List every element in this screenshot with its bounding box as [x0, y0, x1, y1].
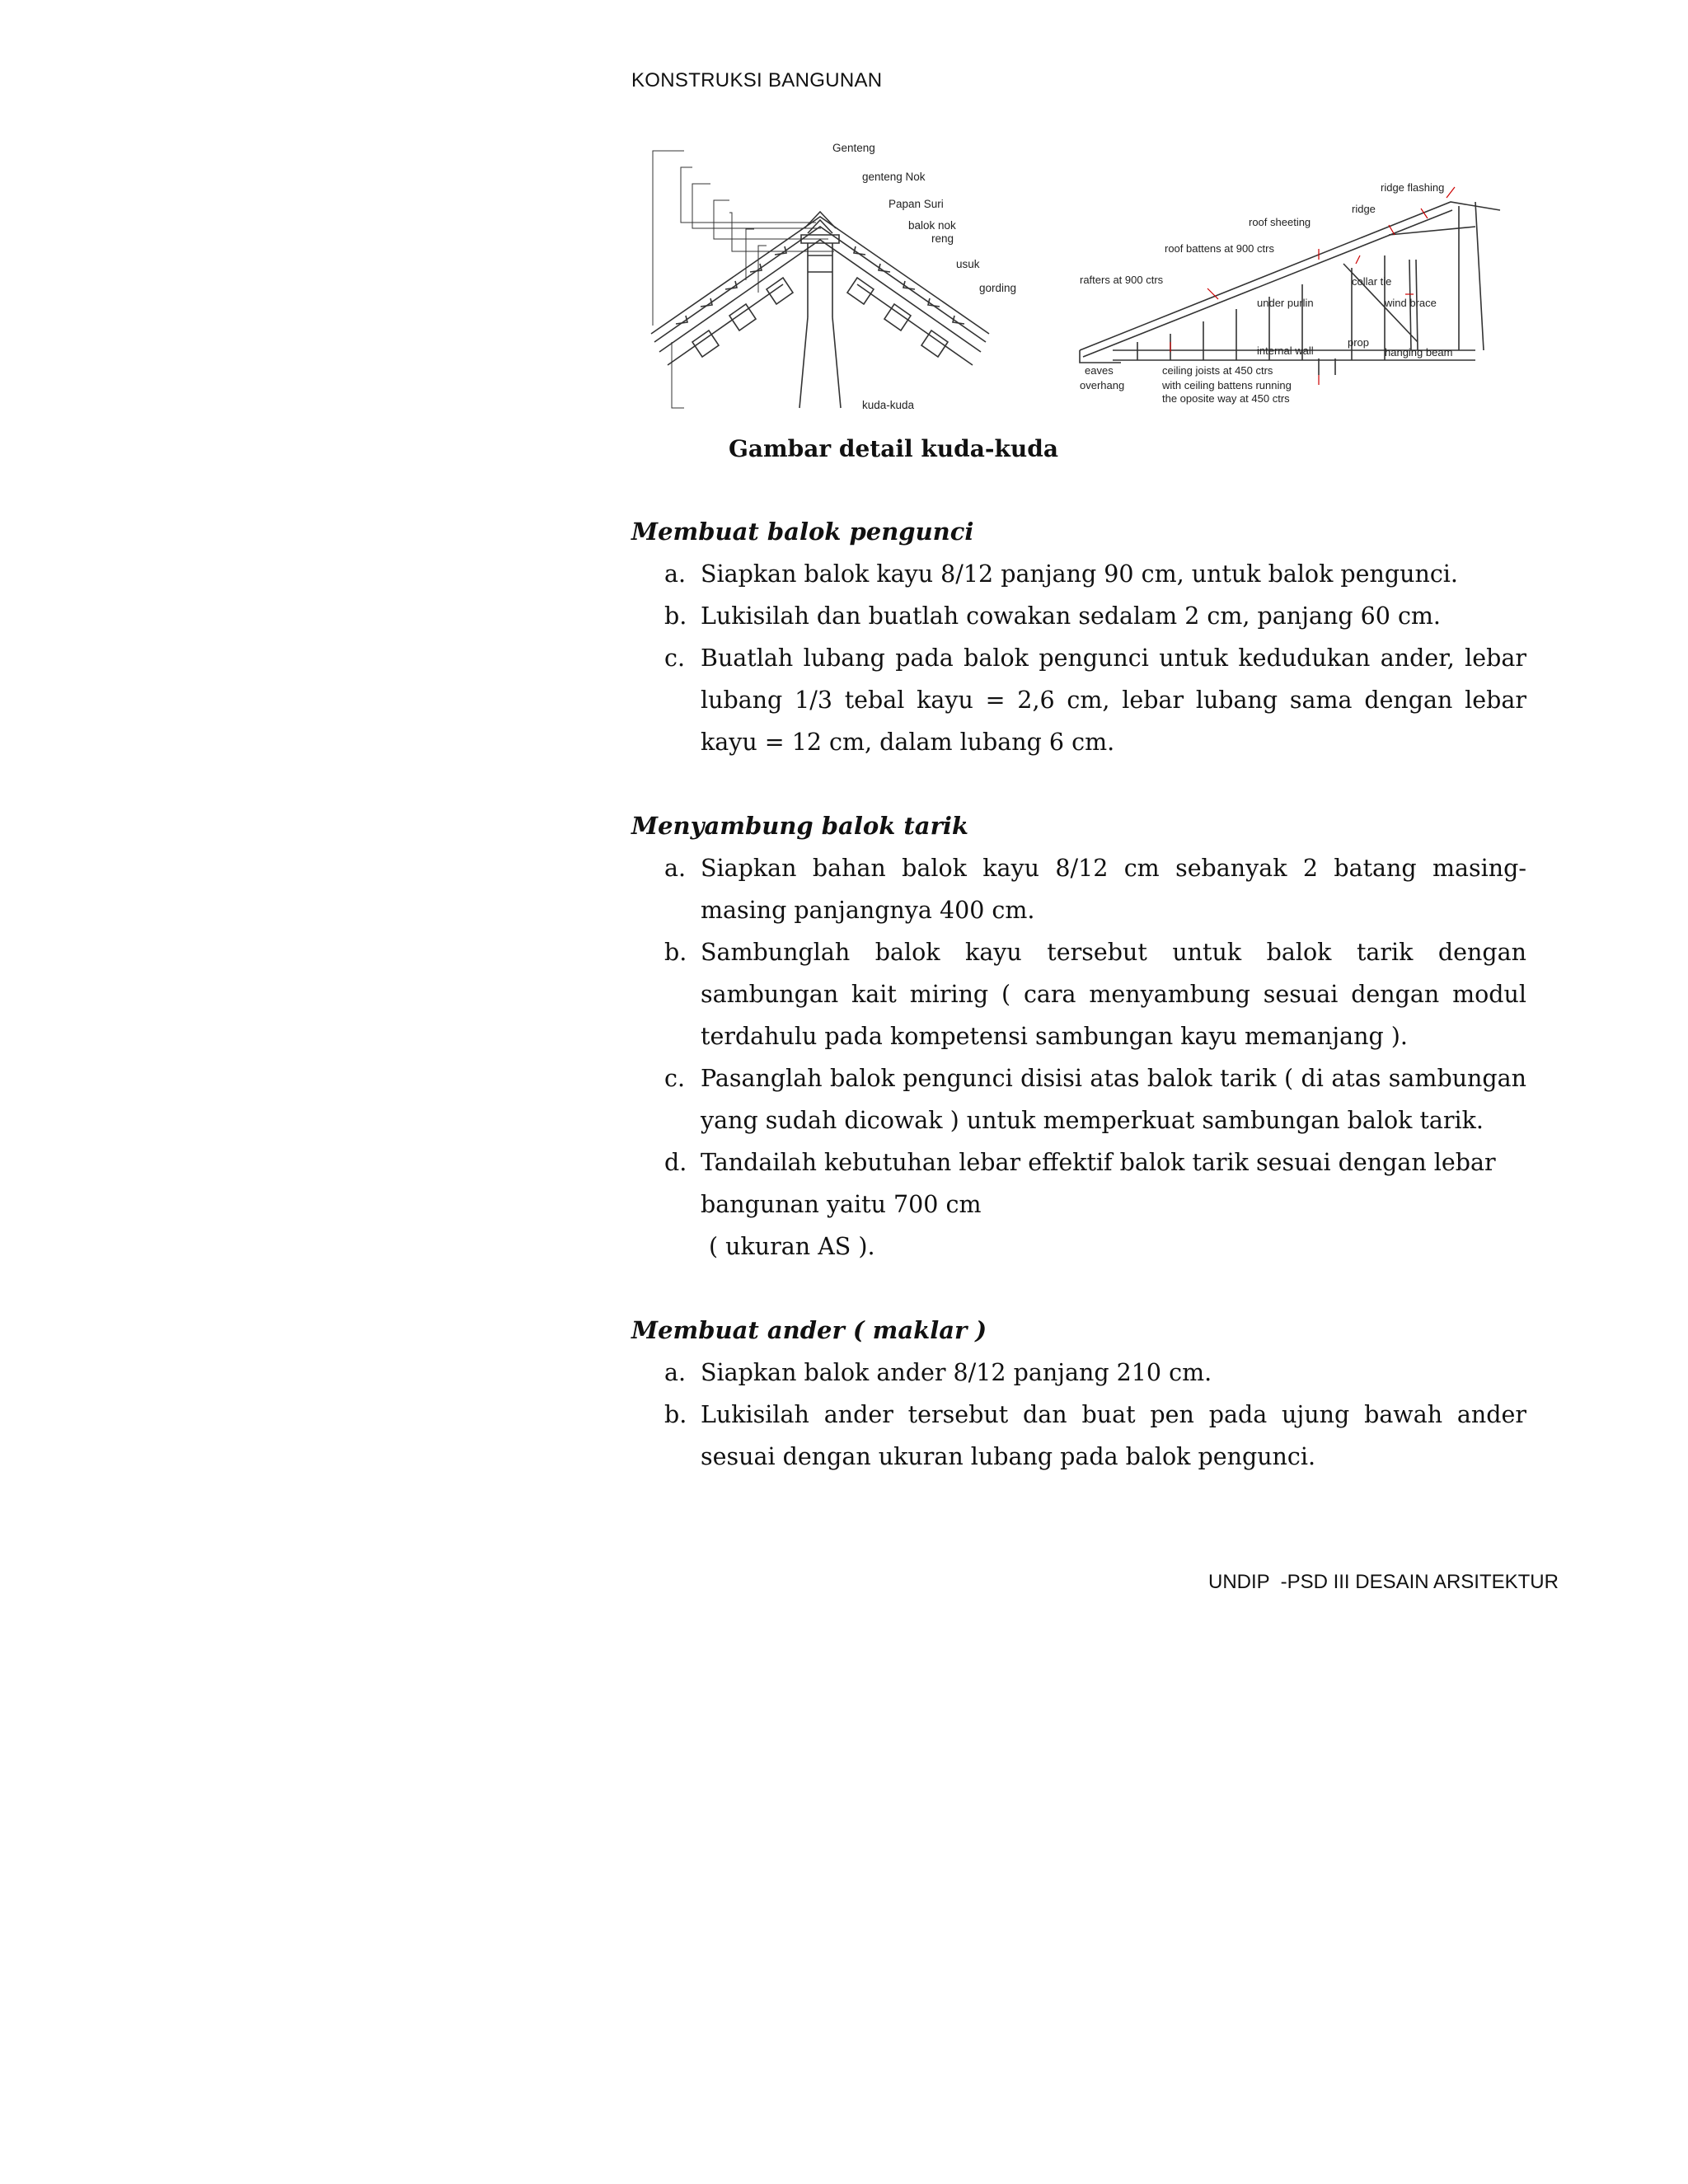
label-collar-tie: collar tie [1352, 275, 1392, 288]
label-internal-wall: internal wall [1257, 344, 1314, 357]
label-ridge-flashing: ridge flashing [1381, 181, 1445, 194]
label-genteng-nok: genteng Nok [862, 171, 926, 183]
list-item [631, 931, 1526, 1057]
list-marker: a. [664, 560, 687, 588]
list-item [631, 847, 1526, 931]
label-overhang: overhang [1080, 379, 1125, 391]
list-item [631, 553, 1526, 595]
list-item-text: Lukisilah dan buatlah cowakan sedalam 2 cm, panjang 60 cm. [701, 602, 1441, 630]
list-item-text: Siapkan balok ander 8/12 panjang 210 cm. [701, 1359, 1212, 1386]
section-title: Membuat balok pengunci [631, 518, 974, 546]
list-item-text: Lukisilah ander tersebut dan buat pen pada ujung bawah ander sesuai dengan ukuran lubang pada balok pengunci. [701, 1401, 1526, 1470]
list-marker: b. [664, 939, 687, 966]
label-ridge: ridge [1352, 203, 1376, 215]
list-marker: c. [664, 1065, 686, 1092]
section-title: Menyambung balok tarik [631, 812, 968, 840]
label-usuk: usuk [956, 258, 980, 270]
label-gording: gording [979, 282, 1017, 294]
label-genteng: Genteng [832, 142, 875, 154]
label-prop: prop [1348, 336, 1370, 349]
label-kuda-kuda: kuda-kuda [862, 399, 915, 411]
section-membuat-ander [631, 1310, 1526, 1478]
label-roof-sheeting: roof sheeting [1249, 216, 1311, 228]
section-title: Membuat ander ( maklar ) [631, 1316, 987, 1344]
step-list [631, 1352, 1526, 1478]
label-hanging-beam: hanging beam [1385, 346, 1453, 359]
list-item [631, 1141, 1526, 1268]
list-marker: a. [664, 855, 687, 882]
list-item [631, 1394, 1526, 1478]
list-item-text: Siapkan balok kayu 8/12 panjang 90 cm, untuk balok pengunci. [701, 560, 1458, 588]
list-item [631, 1057, 1526, 1141]
figure-caption: Gambar detail kuda-kuda [729, 435, 1058, 462]
list-item [631, 637, 1526, 763]
label-opposite-way: the oposite way at 450 ctrs [1162, 392, 1290, 405]
step-list [631, 553, 1526, 763]
list-item [631, 595, 1526, 637]
section-menyambung-balok-tarik [631, 805, 1526, 1268]
list-marker: c. [664, 644, 686, 672]
label-eaves: eaves [1085, 364, 1114, 377]
label-papan-suri: Papan Suri [889, 198, 944, 210]
label-rafters: rafters at 900 ctrs [1080, 274, 1164, 286]
list-marker: b. [664, 1401, 687, 1428]
step-list [631, 847, 1526, 1268]
list-marker: a. [664, 1359, 687, 1386]
list-item-text: Buatlah lubang pada balok pengunci untuk kedudukan ander, lebar lubang 1/3 tebal kayu = 2,6 cm, lebar lubang sama dengan lebar kayu = 12 cm, dalam lubang 6 cm. [701, 644, 1526, 756]
label-roof-battens: roof battens at 900 ctrs [1165, 242, 1274, 255]
list-marker: d. [664, 1149, 687, 1176]
list-item-text: Siapkan bahan balok kayu 8/12 cm sebanyak 2 batang masing-masing panjangnya 400 cm. [701, 855, 1526, 924]
list-item-text: Pasanglah balok pengunci disisi atas balok tarik ( di atas sambungan yang sudah dicowak ) untuk memperkuat sambungan balok tarik. [701, 1065, 1526, 1134]
section-membuat-balok-pengunci [631, 511, 1526, 763]
label-reng: reng [931, 232, 954, 245]
label-balok-nok: balok nok [908, 219, 956, 232]
label-ceiling-joists: ceiling joists at 450 ctrs [1162, 364, 1273, 377]
list-item-text: Sambunglah balok kayu tersebut untuk balok tarik dengan sambungan kait miring ( cara menyambung sesuai dengan modul terdahulu pada kompetensi sambungan kayu memanjang ). [701, 939, 1526, 1050]
label-under-purlin: under purlin [1257, 297, 1314, 309]
label-ceiling-battens: with ceiling battens running [1162, 379, 1292, 391]
roof-ridge-detail-diagram [643, 136, 1039, 416]
list-marker: b. [664, 602, 687, 630]
running-footer: UNDIP -PSD III DESAIN ARSITEKTUR [1208, 1571, 1559, 1593]
running-header: KONSTRUKSI BANGUNAN [631, 69, 883, 91]
list-item-text: Tandailah kebutuhan lebar effektif balok tarik sesuai dengan lebar bangunan yaitu 700 cm [701, 1149, 1496, 1218]
list-item-note: ( ukuran AS ). [709, 1233, 875, 1260]
list-item [631, 1352, 1526, 1394]
label-wind-brace: wind brace [1385, 297, 1437, 309]
